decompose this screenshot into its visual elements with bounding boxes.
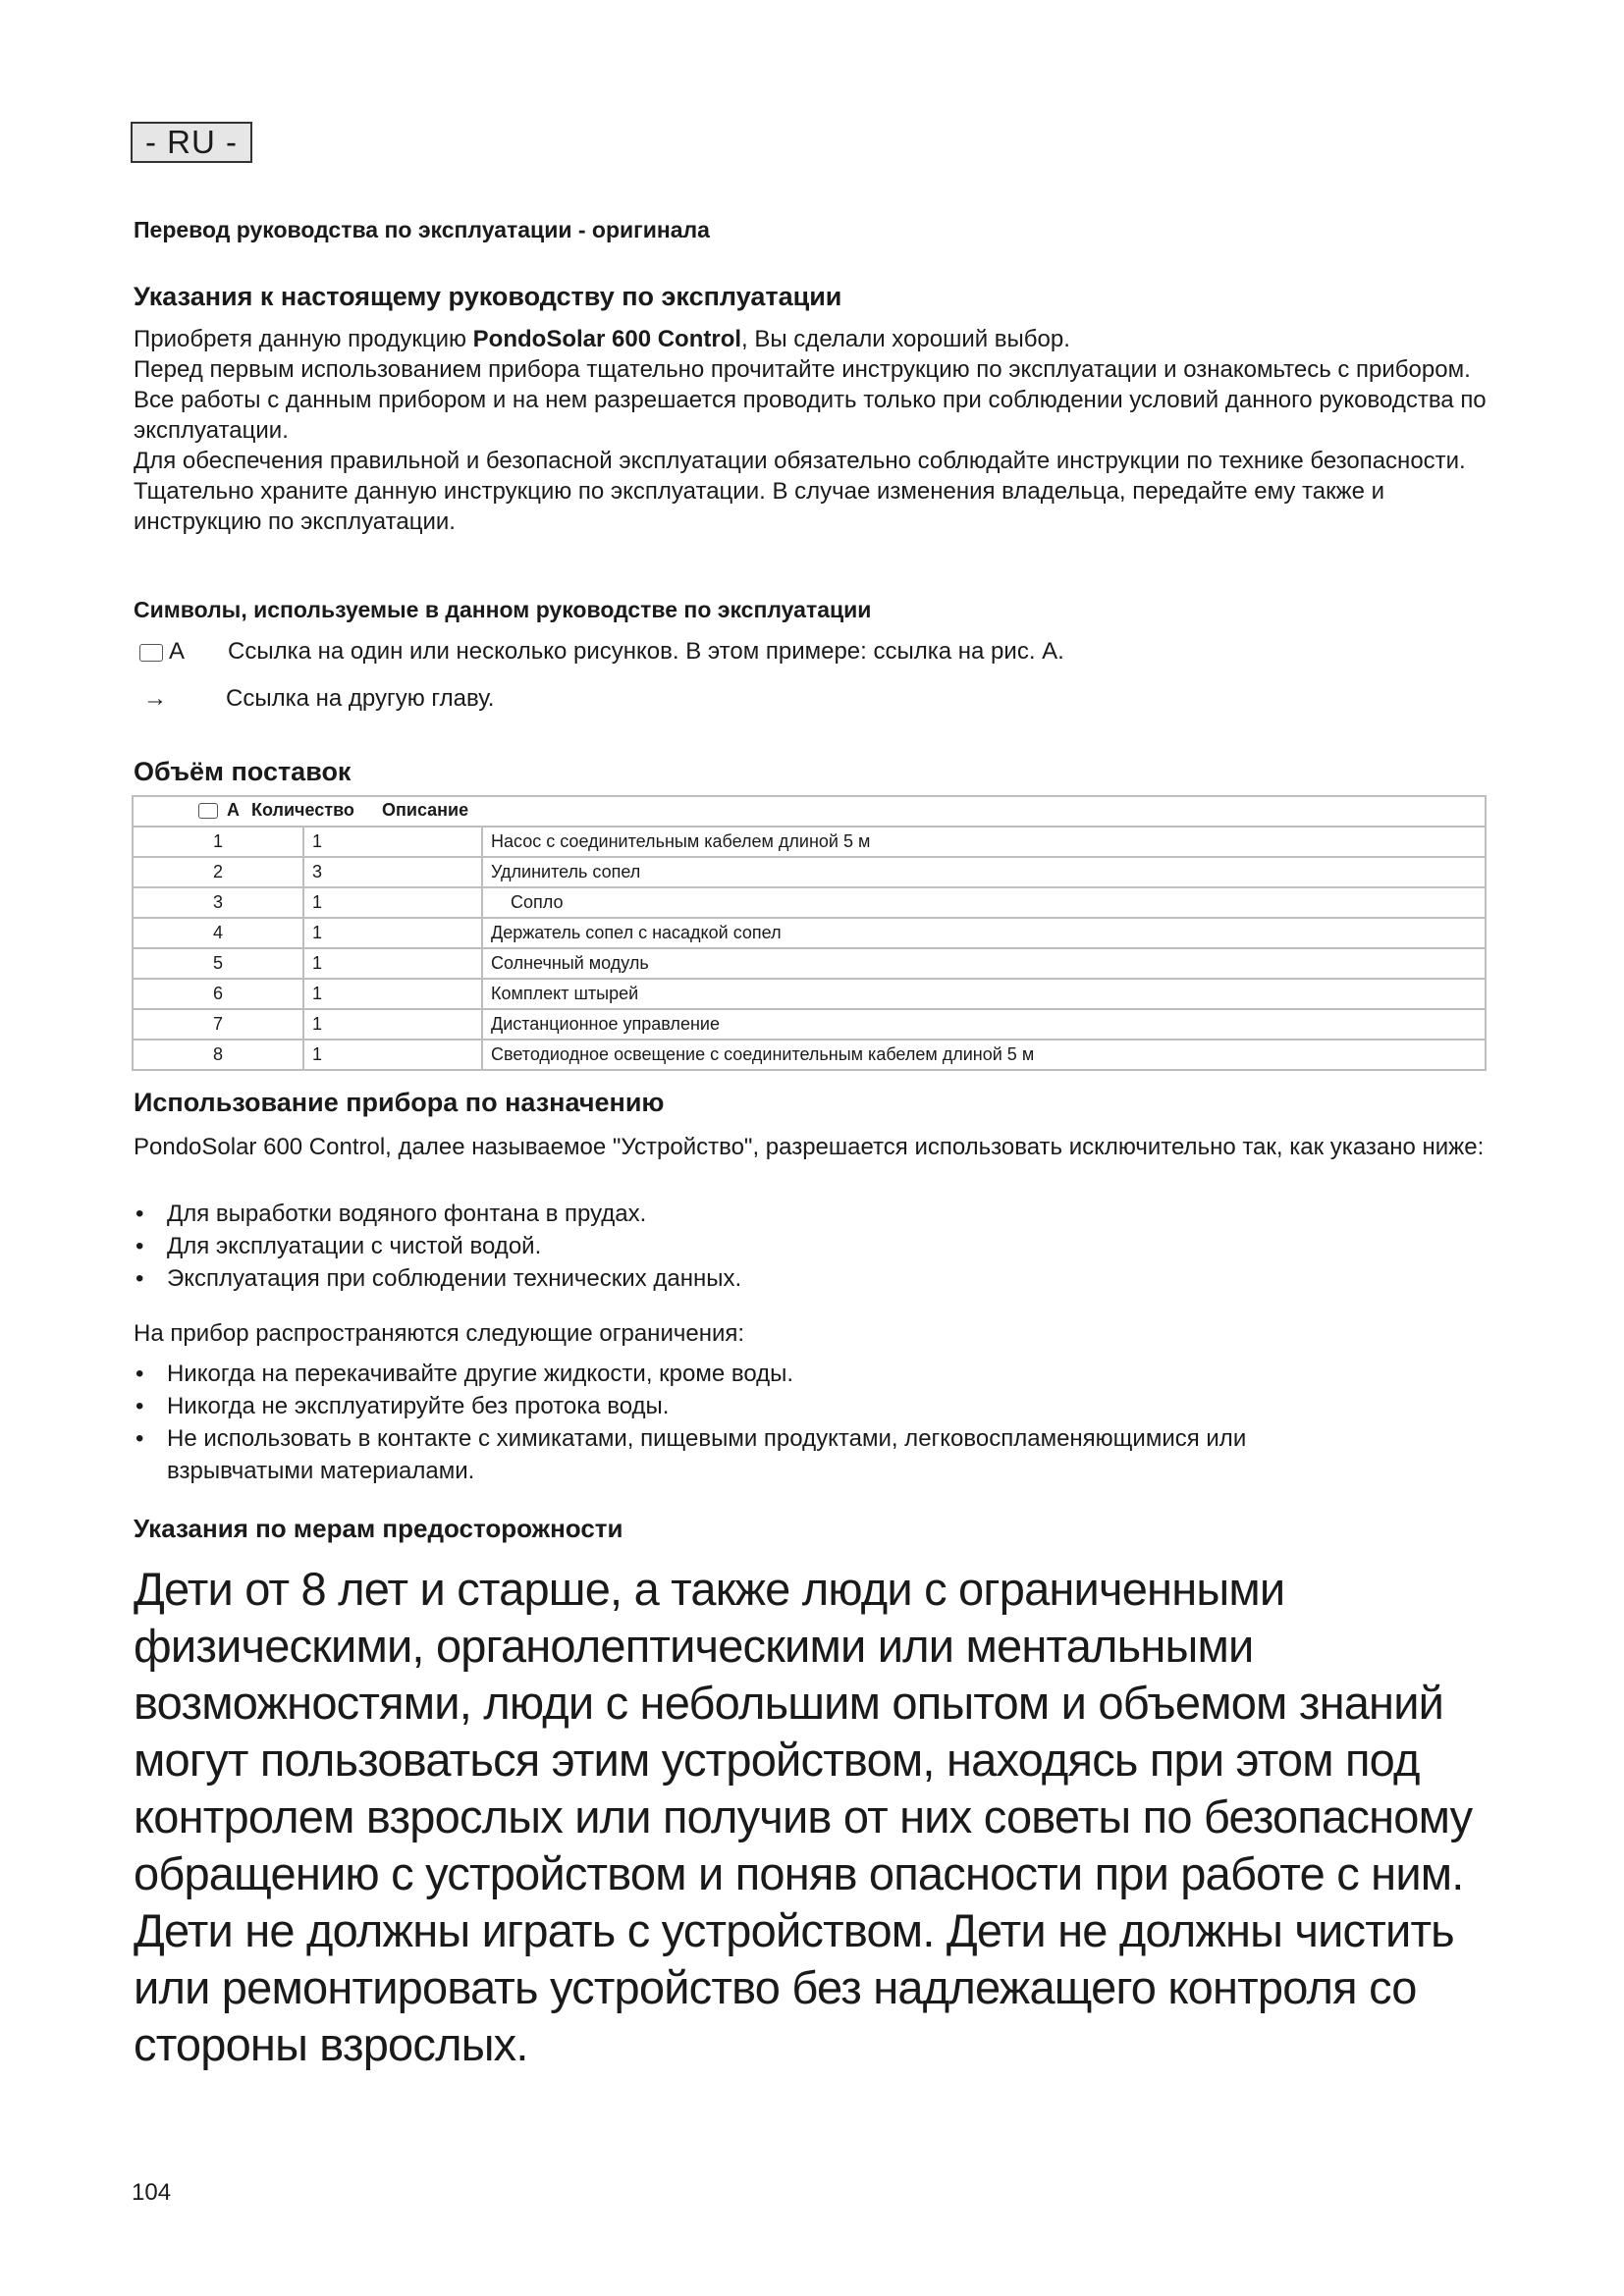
restrictions-list-wrap: [134, 1358, 1371, 1487]
allowed-list: [134, 1198, 1508, 1295]
cell-qty: 1: [303, 918, 482, 948]
product-name: PondoSolar 600 Control: [472, 326, 742, 352]
column-header-a: A: [227, 800, 240, 820]
symbols-heading: Символы, используемые в данном руководстве по эксплуатации: [134, 597, 872, 622]
cell-qty: 3: [303, 857, 482, 887]
column-header-description: Описание: [382, 800, 469, 820]
cell-qty: 1: [303, 887, 482, 918]
figure-icon: [198, 803, 218, 819]
table-row: [133, 948, 1486, 979]
cell-qty: 1: [303, 948, 482, 979]
column-header-quantity: Количество: [251, 800, 354, 820]
cell-desc: Светодиодное освещение с соединительным кабелем длиной 5 м: [482, 1040, 1486, 1070]
cell-a: 7: [133, 1009, 303, 1040]
intro-paragraph-3: Для обеспечения правильной и безопасной эксплуатации обязательно соблюдайте инструкции по технике безопасности.: [134, 448, 1466, 474]
cell-desc: Насос с соединительным кабелем длиной 5 м: [482, 827, 1486, 857]
scope-table-header: [133, 796, 1486, 827]
cell-a: 6: [133, 979, 303, 1009]
cell-desc: Удлинитель сопел: [482, 857, 1486, 887]
table-row: [133, 918, 1486, 948]
table-row: [133, 857, 1486, 887]
symbol-arrow-text: Ссылка на другую главу.: [226, 685, 495, 712]
cell-desc: Держатель сопел с насадкой сопел: [482, 918, 1486, 948]
cell-a: 4: [133, 918, 303, 948]
list-item: • Эксплуатация при соблюдении технических данных.: [134, 1262, 1508, 1295]
cell-a: 2: [133, 857, 303, 887]
usage-intro: PondoSolar 600 Control, далее называемое "Устройство", разрешается использовать исключительно так, как указано ниже:: [134, 1134, 1485, 1160]
table-row: [133, 979, 1486, 1009]
cell-a: 3: [133, 887, 303, 918]
table-row: [133, 1040, 1486, 1070]
symbol-figure-text: Ссылка на один или несколько рисунков. В этом примере: ссылка на рис. А.: [228, 638, 1064, 665]
intro-text-b: , Вы сделали хороший выбор.: [741, 326, 1070, 352]
cell-desc: Комплект штырей: [482, 979, 1486, 1009]
list-item: • Не использовать в контакте с химикатами, пищевыми продуктами, легковоспламеняющимися или взрывчатыми материалами.: [134, 1422, 1371, 1487]
usage-heading: Использование прибора по назначению: [134, 1088, 665, 1117]
table-row: [133, 1009, 1486, 1040]
cell-qty: 1: [303, 1009, 482, 1040]
intro-text-a: Приобретя данную продукцию: [134, 326, 473, 352]
safety-text: Дети от 8 лет и старше, а также люди с ограниченными физическими, органолептическими или ментальными возможностями, люди с небольшим опытом и объемом знаний могут пользоваться этим устройством, находясь при этом под контролем взрослых или получив от них советы по безопасному обращению с устройством и поняв опасности при работе с ним. Дети не должны играть с устройством. Дети не должны чистить или ремонтировать устройство без надлежащего контроля со стороны взрослых.: [134, 1563, 1473, 2070]
restrictions-list: [134, 1358, 1371, 1487]
intro-paragraph-4: Тщательно храните данную инструкцию по эксплуатации. В случае изменения владельца, передайте ему также и инструкцию по эксплуатации.: [134, 478, 1385, 535]
symbol-figure-row: [139, 637, 185, 667]
scope-table: [132, 795, 1487, 1071]
cell-a: 5: [133, 948, 303, 979]
language-badge: - RU -: [131, 122, 252, 163]
list-item: • Никогда не эксплуатируйте без протока воды.: [134, 1390, 1371, 1422]
list-item: • Для выработки водяного фонтана в прудах.: [134, 1198, 1508, 1230]
cell-desc: Сопло: [482, 887, 1486, 918]
intro-paragraph-1: [134, 324, 1489, 354]
cell-desc: Солнечный модуль: [482, 948, 1486, 979]
notes-heading: Указания к настоящему руководству по эксплуатации: [134, 282, 842, 311]
table-row: [133, 887, 1486, 918]
intro-paragraph-2: Перед первым использованием прибора тщательно прочитайте инструкцию по эксплуатации и ознакомьтесь с прибором. Все работы с данным прибором и на нем разрешается проводить только при соблюдении условий данного руководства по эксплуатации.: [134, 356, 1487, 444]
cell-a: 8: [133, 1040, 303, 1070]
cell-desc: Дистанционное управление: [482, 1009, 1486, 1040]
cell-a: 1: [133, 827, 303, 857]
restrictions-intro: На прибор распространяются следующие ограничения:: [134, 1320, 745, 1347]
table-row: [133, 827, 1486, 857]
list-item: • Никогда на перекачивайте другие жидкости, кроме воды.: [134, 1358, 1371, 1390]
translation-title: Перевод руководства по эксплуатации - оригинала: [134, 217, 710, 242]
list-item: • Для эксплуатации с чистой водой.: [134, 1230, 1508, 1262]
safety-heading: Указания по мерам предосторожности: [134, 1514, 623, 1543]
cell-qty: 1: [303, 1040, 482, 1070]
arrow-right-icon: →: [143, 685, 167, 712]
cell-qty: 1: [303, 827, 482, 857]
figure-icon: [139, 644, 163, 662]
figure-letter: A: [169, 638, 186, 665]
cell-qty: 1: [303, 979, 482, 1009]
page-number: 104: [132, 2179, 172, 2206]
intro-section: [134, 324, 1489, 537]
allowed-list-wrap: [134, 1198, 1508, 1295]
scope-heading: Объём поставок: [134, 757, 352, 786]
